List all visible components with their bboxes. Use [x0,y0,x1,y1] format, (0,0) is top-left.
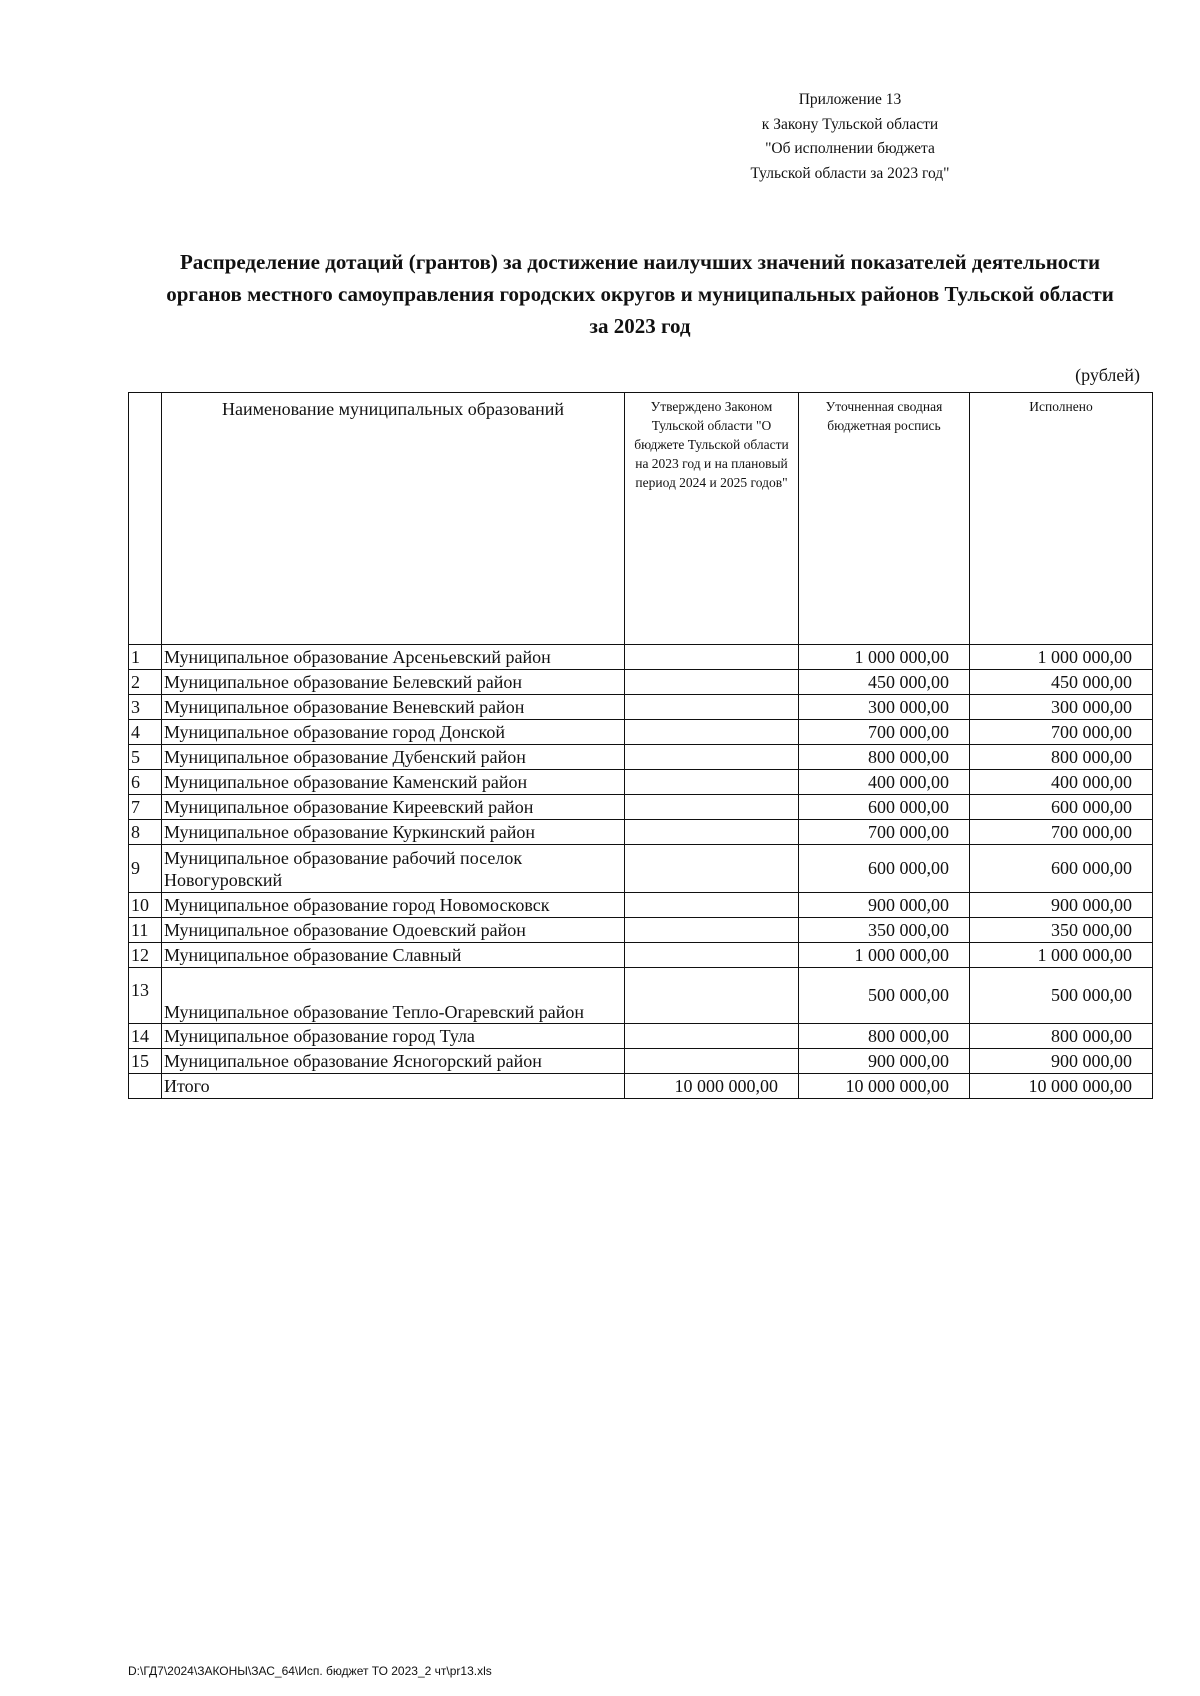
row-number: 1 [129,645,162,670]
row-executed: 1 000 000,00 [970,645,1153,670]
row-approved [625,770,799,795]
table-row [129,720,1153,745]
row-number: 5 [129,745,162,770]
appendix-line: Приложение 13 [798,91,902,108]
table-row [129,695,1153,720]
header-approved: Утверждено Законом Тульской области "О бюджете Тульской области на 2023 год и на плановый период 2024 и 2025 годов" [625,393,799,645]
row-name: Муниципальное образование Киреевский район [162,795,625,820]
row-refined: 1 000 000,00 [799,943,970,968]
row-number: 10 [129,893,162,918]
file-path: D:\ГД7\2024\ЗАКОНЫ\ЗАС_64\Исп. бюджет ТО 2023_2 чт\pr13.xls [128,1664,492,1678]
row-number: 6 [129,770,162,795]
table-row [129,770,1153,795]
row-approved [625,795,799,820]
appendix-line: Тульской области за 2023 год" [750,164,950,182]
table-row [129,943,1153,968]
row-refined: 800 000,00 [799,1024,970,1049]
title-line: органов местного самоуправления городских округов и муниципальных районов Тульской области [166,282,1114,306]
row-number: 7 [129,795,162,820]
row-executed: 900 000,00 [970,893,1153,918]
row-approved [625,943,799,968]
row-executed: 1 000 000,00 [970,943,1153,968]
row-approved [625,968,799,1024]
row-approved [625,845,799,893]
distribution-table [128,392,1153,1099]
row-name: Муниципальное образование Славный [162,943,625,968]
row-executed: 600 000,00 [970,845,1153,893]
row-refined: 350 000,00 [799,918,970,943]
row-approved [625,820,799,845]
table-header-row [129,393,1153,645]
title-line: Распределение дотаций (грантов) за достижение наилучших значений показателей деятельности [179,250,1101,274]
title-line: за 2023 год [589,314,691,338]
row-refined: 900 000,00 [799,1049,970,1074]
header-refined: Уточненная сводная бюджетная роспись [799,393,970,645]
header-executed: Исполнено [970,393,1153,645]
row-number: 11 [129,918,162,943]
row-executed: 450 000,00 [970,670,1153,695]
total-row [129,1074,1153,1099]
appendix-header [700,88,1000,186]
table-body [129,645,1153,1074]
table-row [129,645,1153,670]
row-refined: 500 000,00 [799,968,970,1024]
row-executed: 800 000,00 [970,745,1153,770]
row-number: 14 [129,1024,162,1049]
row-executed: 600 000,00 [970,795,1153,820]
row-refined: 300 000,00 [799,695,970,720]
row-name: Муниципальное образование Ясногорский район [162,1049,625,1074]
unit-label: (рублей) [1075,365,1140,385]
table-row [129,968,1153,1024]
row-approved [625,745,799,770]
appendix-line: "Об исполнении бюджета [765,140,935,157]
row-number: 12 [129,943,162,968]
appendix-line: к Закону Тульской области [761,115,939,133]
row-refined: 1 000 000,00 [799,645,970,670]
row-name: Муниципальное образование Белевский район [162,670,625,695]
row-refined: 400 000,00 [799,770,970,795]
row-refined: 900 000,00 [799,893,970,918]
row-executed: 500 000,00 [970,968,1153,1024]
row-refined: 600 000,00 [799,845,970,893]
table-row [129,670,1153,695]
row-name: Муниципальное образование Одоевский район [162,918,625,943]
row-executed: 700 000,00 [970,820,1153,845]
row-name: Муниципальное образование город Донской [162,720,625,745]
row-executed: 350 000,00 [970,918,1153,943]
row-approved [625,918,799,943]
table-row [129,1024,1153,1049]
total-approved: 10 000 000,00 [625,1074,799,1099]
table-row [129,893,1153,918]
row-executed: 400 000,00 [970,770,1153,795]
total-number [129,1074,162,1099]
row-number: 3 [129,695,162,720]
row-refined: 700 000,00 [799,820,970,845]
row-number: 13 [129,968,162,1024]
row-refined: 600 000,00 [799,795,970,820]
row-name: Муниципальное образование Арсеньевский район [162,645,625,670]
row-refined: 450 000,00 [799,670,970,695]
total-label: Итого [162,1074,625,1099]
row-executed: 800 000,00 [970,1024,1153,1049]
row-executed: 900 000,00 [970,1049,1153,1074]
table-row [129,845,1153,893]
total-executed: 10 000 000,00 [970,1074,1153,1099]
total-refined: 10 000 000,00 [799,1074,970,1099]
table-row [129,795,1153,820]
table-row [129,745,1153,770]
row-approved [625,645,799,670]
row-executed: 300 000,00 [970,695,1153,720]
row-name: Муниципальное образование город Новомосковск [162,893,625,918]
row-name: Муниципальное образование город Тула [162,1024,625,1049]
row-approved [625,1049,799,1074]
row-refined: 700 000,00 [799,720,970,745]
header-number [129,393,162,645]
table-row [129,820,1153,845]
row-number: 4 [129,720,162,745]
row-name: Муниципальное образование Каменский район [162,770,625,795]
table-row [129,918,1153,943]
row-approved [625,695,799,720]
row-approved [625,720,799,745]
row-approved [625,893,799,918]
row-number: 8 [129,820,162,845]
row-approved [625,670,799,695]
row-name: Муниципальное образование Куркинский район [162,820,625,845]
document-title [110,246,1170,342]
header-name: Наименование муниципальных образований [162,393,625,645]
row-executed: 700 000,00 [970,720,1153,745]
row-number: 15 [129,1049,162,1074]
row-number: 2 [129,670,162,695]
row-refined: 800 000,00 [799,745,970,770]
row-name: Муниципальное образование рабочий поселок Новогуровский [162,845,625,893]
row-name: Муниципальное образование Тепло-Огаревский район [162,968,625,1024]
row-number: 9 [129,845,162,893]
row-approved [625,1024,799,1049]
row-name: Муниципальное образование Веневский район [162,695,625,720]
row-name: Муниципальное образование Дубенский район [162,745,625,770]
table-row [129,1049,1153,1074]
